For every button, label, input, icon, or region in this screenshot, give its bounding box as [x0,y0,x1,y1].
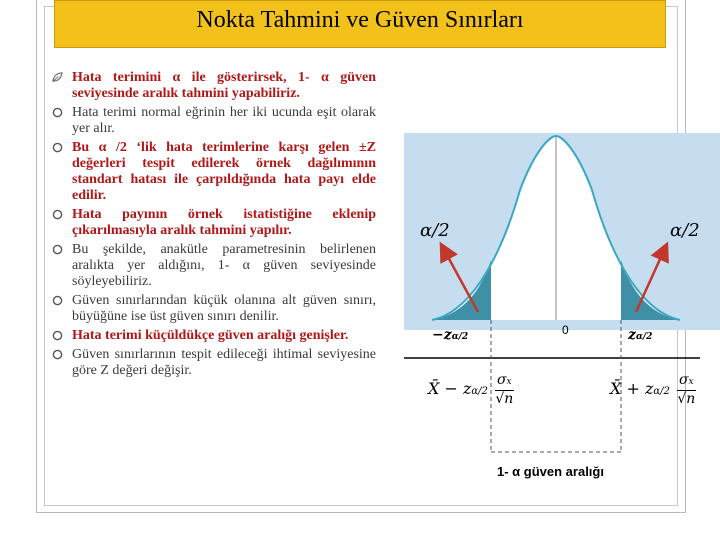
upper-bound-text: X̄ + z [610,379,654,398]
bullet-text: Bu şekilde, anakütle parametresinin belirlenen aralıkta yer aldığını, 1- α güven seviyesinde söyleyebiliriz. [72,242,376,289]
confidence-interval-label: 1- α güven aralığı [497,464,604,479]
sigma-symbol: σ [678,372,689,388]
sigma-sub: x [688,377,694,387]
z-right-sub: α/2 [635,332,653,342]
bullet-text: Güven sınırlarından küçük olanına alt güven sınırı, büyüğüne ise üst güven sınırı denilir. [72,293,376,324]
z-left-sub: α/2 [451,332,469,342]
z-left-text: −z [432,327,452,343]
zero-label: 0 [562,323,569,337]
bullet-text: Bu α /2 ‘lik hata terimlerine karşı gelen ±Z değerleri tespit edilerek örnek dağılımının standart hatası ile çarpıldığında hata payı elde edilir. [72,140,376,203]
bullet-text: Hata terimini α ile gösterirsek, 1- α güven seviyesinde aralık tahmini yapabiliriz. [72,70,376,101]
bullet-text: Hata terimi normal eğrinin her iki ucunda eşit olarak yer alır. [72,105,376,136]
upper-bound-sub: α/2 [653,386,670,397]
upper-fraction-den: √n [677,391,696,407]
bullet-text: Hata payının örnek istatistiğine eklenip çıkarılmasıyla aralık tahmini yapılır. [72,207,376,238]
z-left-label [432,327,468,343]
bullet-text: Güven sınırlarının tespit edileceği ihtimal seviyesine göre Z değeri değişir. [72,347,376,378]
sigma-sub: x [506,377,512,387]
alpha-right-label: α/2 [670,220,700,241]
upper-fraction-num [677,372,696,391]
upper-bound-formula [610,372,696,407]
page-title: Nokta Tahmini ve Güven Sınırları [196,7,524,33]
lower-fraction [495,372,514,407]
alpha-left-label: α/2 [420,220,450,241]
left-tail-area [432,260,491,320]
lower-fraction-num [495,372,514,391]
lower-bound-text: X̄ − z [428,379,472,398]
lower-bound-formula [428,372,514,407]
right-tail-area [621,260,680,320]
upper-fraction [677,372,696,407]
right-arrow [636,246,666,312]
sigma-symbol: σ [496,372,507,388]
z-right-label [628,327,652,343]
left-arrow [442,246,478,312]
lower-fraction-den: √n [495,391,514,407]
bullet-text: Hata terimi küçüldükçe güven aralığı genişler. [72,328,349,343]
z-right-text: z [628,327,636,343]
lower-bound-sub: α/2 [471,386,488,397]
